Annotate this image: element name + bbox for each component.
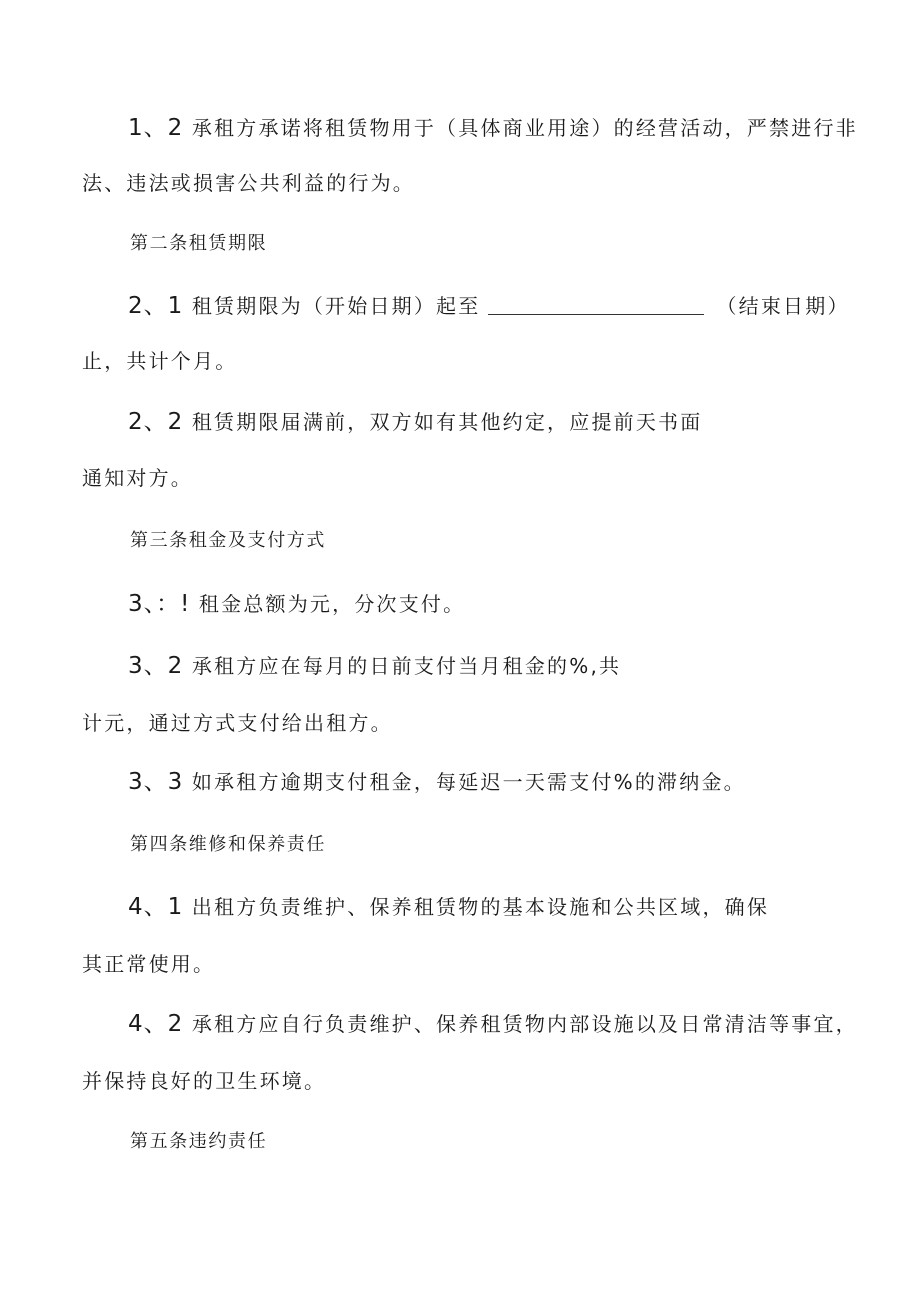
clause-2-1-line-1: [128, 292, 850, 320]
clause-1-2-line-1: [128, 114, 858, 142]
clause-number: 4、2: [128, 1011, 184, 1037]
clause-1-2-line-2: 法、违法或损害公共利益的行为。: [82, 171, 415, 195]
clause-text: 承租方承诺将租赁物用于（具体商业用途）的经营活动，严禁进行非: [191, 116, 858, 140]
clause-2-1-line-2: 止，共计个月。: [82, 349, 238, 373]
clause-number: 2、2: [128, 409, 184, 435]
clause-text: 如承租方逾期支付租金，每延迟一天需支付%的滞纳金。: [191, 770, 746, 794]
clause-text-end: （结束日期）: [716, 294, 850, 318]
clause-number: 3、3: [128, 769, 184, 795]
clause-number: 2、1: [128, 293, 184, 319]
clause-2-2-line-2: 通知对方。: [82, 466, 193, 490]
end-date-blank: [488, 292, 704, 315]
clause-4-1-line-1: [128, 893, 769, 921]
clause-4-2-line-1: [128, 1010, 858, 1038]
clause-text: 租赁期限为（开始日期）起至: [191, 294, 481, 318]
clause-4-1-line-2: 其正常使用。: [82, 952, 216, 976]
clause-text: 出租方负责维护、保养租赁物的基本设施和公共区域，确保: [191, 895, 770, 919]
clause-number: 3、：!: [128, 591, 191, 617]
article-3-heading: 第三条租金及支付方式: [130, 530, 326, 551]
clause-text: 租金总额为元，分次支付。: [198, 592, 466, 616]
clause-text: 承租方应自行负责维护、保养租赁物内部设施以及日常清洁等事宜，: [191, 1012, 858, 1036]
article-5-heading: 第五条违约责任: [130, 1131, 268, 1152]
clause-text: 租赁期限届满前，双方如有其他约定，应提前天书面: [191, 410, 703, 434]
clause-number: 3、2: [128, 653, 184, 679]
clause-3-3-line-1: [128, 768, 746, 796]
clause-4-2-line-2: 并保持良好的卫生环境。: [82, 1069, 327, 1093]
clause-3-2-line-1: [128, 652, 621, 680]
clause-3-1-line-1: [128, 590, 465, 618]
clause-2-2-line-1: [128, 408, 702, 436]
clause-number: 1、2: [128, 115, 184, 141]
clause-number: 4、1: [128, 894, 184, 920]
article-2-heading: 第二条租赁期限: [130, 233, 268, 254]
clause-text: 承租方应在每月的日前支付当月租金的%,共: [191, 654, 622, 678]
clause-3-2-line-2: 计元，通过方式支付给出租方。: [82, 711, 393, 735]
article-4-heading: 第四条维修和保养责任: [130, 834, 326, 855]
